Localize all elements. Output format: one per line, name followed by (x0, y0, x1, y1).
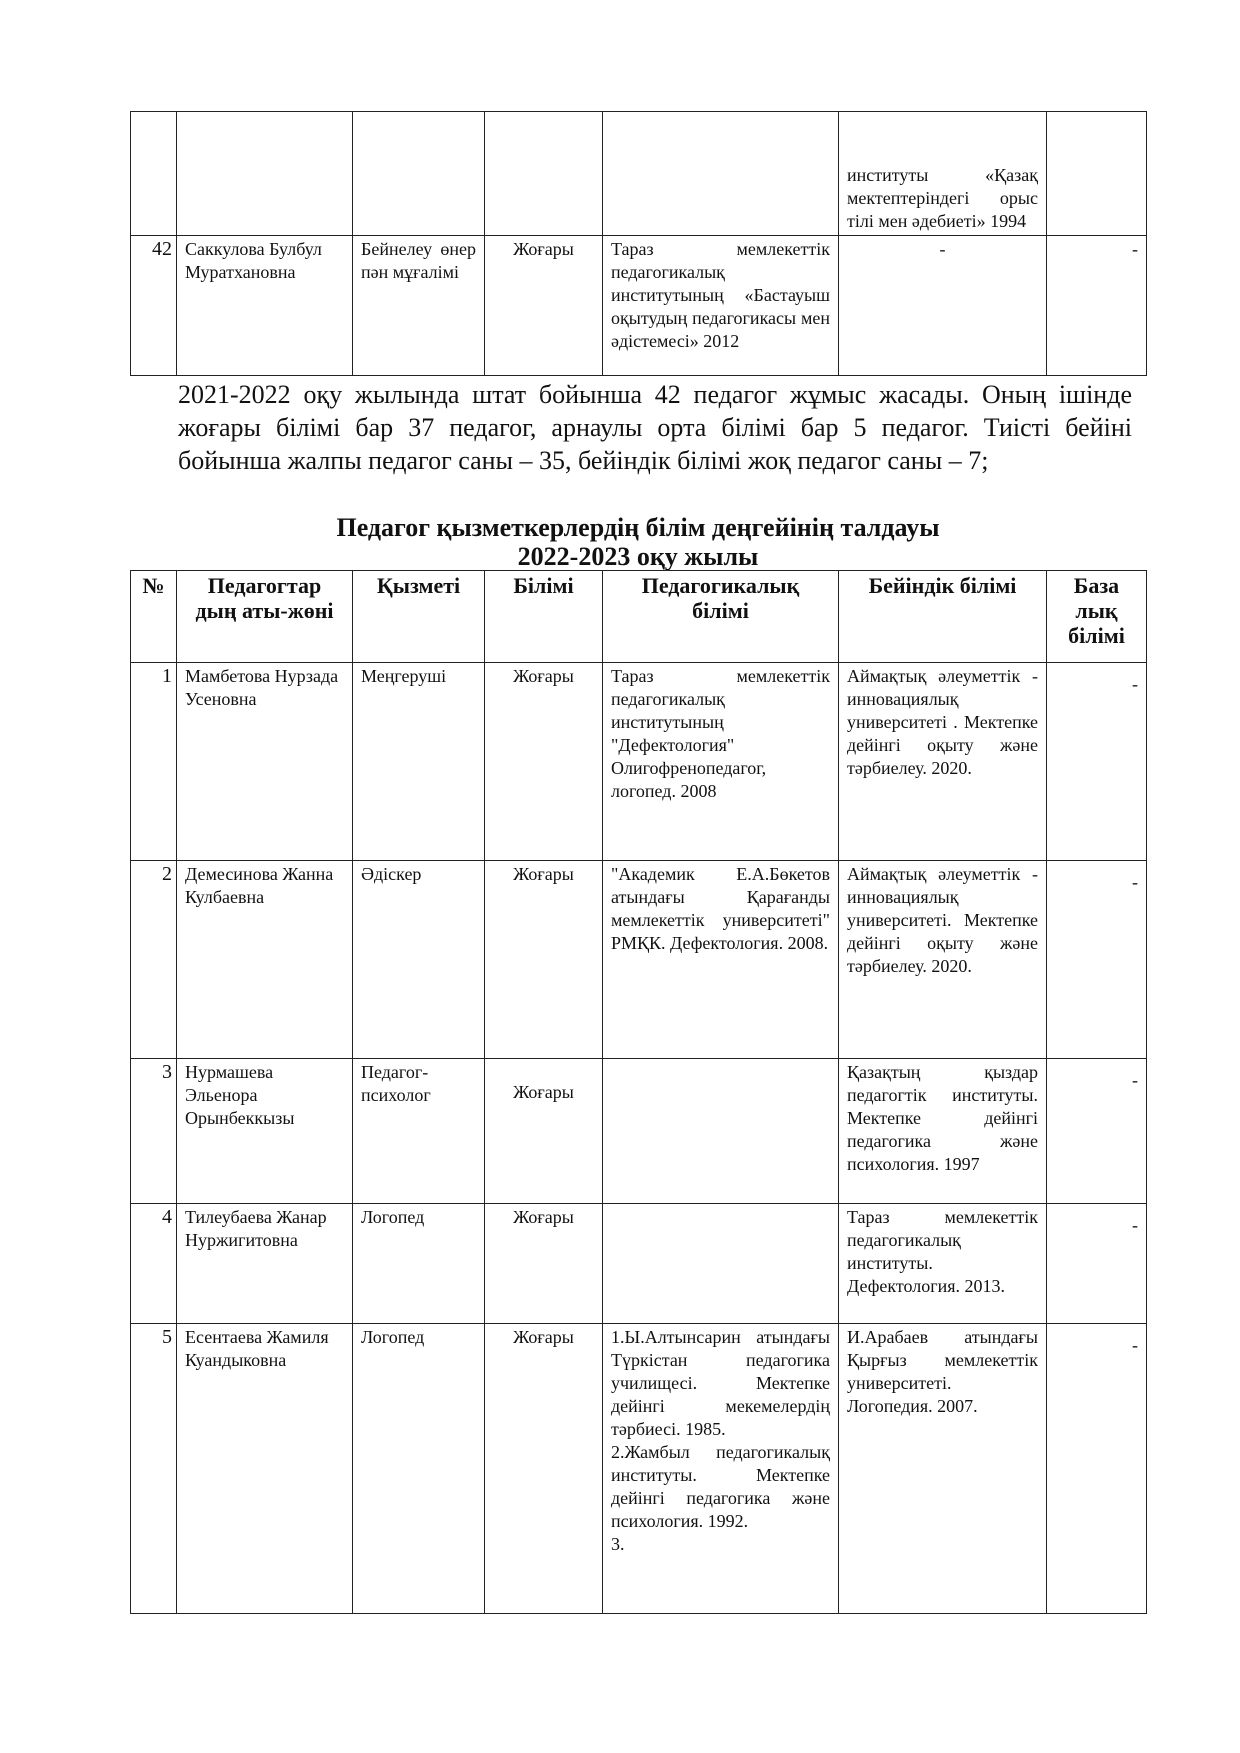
cell-profile: Аймақтық әлеуметтік - инновациялық университеті. Мектепке дейінгі оқыту және тәрбиелеу. 2020. (839, 861, 1047, 1059)
cell-profile: - (839, 236, 1047, 376)
cell-base: - (1047, 1059, 1147, 1204)
cell-education: Жоғары (485, 663, 603, 861)
cell-profile: институты «Қазақ мектептеріндегі орыс тілі мен әдебиеті» 1994 (839, 112, 1047, 236)
cell-base: - (1047, 663, 1147, 861)
cell-base: - (1047, 1324, 1147, 1614)
cell-name: Саккулова Булбул Муратхановна (177, 236, 353, 376)
cell-base: - (1047, 1204, 1147, 1324)
cell-position: Педагог-психолог (353, 1059, 485, 1204)
previous-staff-table (130, 111, 1147, 376)
cell-pedagogical (603, 1204, 839, 1324)
cell-no: 3 (131, 1059, 177, 1204)
cell-base: - (1047, 236, 1147, 376)
table-row (131, 1059, 1147, 1204)
cell-no: 2 (131, 861, 177, 1059)
cell-name (177, 112, 353, 236)
table-row (131, 1324, 1147, 1614)
cell-name: Есентаева Жамиля Куандыковна (177, 1324, 353, 1614)
header-education: Білімі (485, 571, 603, 663)
cell-education: Жоғары (485, 861, 603, 1059)
section-title: Педагог қызметкерлердің білім деңгейінің талдауы (336, 513, 940, 542)
cell-name: Тилеубаева Жанар Нуржигитовна (177, 1204, 353, 1324)
header-profile: Бейіндік білімі (839, 571, 1047, 663)
cell-education (485, 112, 603, 236)
cell-name: Демесинова Жанна Кулбаевна (177, 861, 353, 1059)
staff-summary-paragraph: 2021-2022 оқу жылында штат бойынша 42 педагог жұмыс жасады. Оның ішінде жоғары білімі бар 37 педагог, арнаулы орта білімі бар 5 педагог. Тиісті бейіні бойынша жалпы педагог саны – 35, бейіндік білімі жоқ педагог саны – 7; (178, 380, 1132, 475)
cell-profile: Қазақтың қыздар педагогтік институты. Мектепке дейінгі педагогика және психология. 1997 (839, 1059, 1047, 1204)
cell-education: Жоғары (485, 1059, 603, 1204)
table-row (131, 861, 1147, 1059)
cell-position: Логопед (353, 1324, 485, 1614)
table-row (131, 236, 1147, 376)
section-subtitle: 2022-2023 оқу жылы (517, 542, 759, 571)
cell-no: 4 (131, 1204, 177, 1324)
cell-pedagogical (603, 1059, 839, 1204)
cell-education: Жоғары (485, 1324, 603, 1614)
table-header-row (131, 571, 1147, 663)
cell-pedagogical (603, 112, 839, 236)
cell-base (1047, 112, 1147, 236)
cell-name: Мамбетова Нурзада Усеновна (177, 663, 353, 861)
cell-no: 5 (131, 1324, 177, 1614)
cell-profile: И.Арабаев атындағы Қырғыз мемлекеттік университеті. Логопедия. 2007. (839, 1324, 1047, 1614)
header-position: Қызметі (353, 571, 485, 663)
cell-profile: Аймақтық әлеуметтік - инновациялық университеті . Мектепке дейінгі оқыту және тәрбиелеу. 2020. (839, 663, 1047, 861)
cell-no: 42 (131, 236, 177, 376)
table-row (131, 663, 1147, 861)
cell-no: 1 (131, 663, 177, 861)
cell-position: Бейнелеу өнер пән мұғалімі (353, 236, 485, 376)
cell-no (131, 112, 177, 236)
header-name: Педагогтар дың аты-жөні (177, 571, 353, 663)
cell-base: - (1047, 861, 1147, 1059)
header-pedagogical: Педагогикалық білімі (603, 571, 839, 663)
header-base: База лық білімі (1047, 571, 1147, 663)
table-row (131, 112, 1147, 236)
cell-pedagogical: Тараз мемлекеттік педагогикалық институтының "Дефектология" Олигофренопедагог, логопед. 2008 (603, 663, 839, 861)
header-no: № (131, 571, 177, 663)
cell-name: Нурмашева Эльенора Орынбеккызы (177, 1059, 353, 1204)
education-level-table (130, 570, 1147, 1614)
cell-education: Жоғары (485, 1204, 603, 1324)
cell-profile: Тараз мемлекеттік педагогикалық институты. Дефектология. 2013. (839, 1204, 1047, 1324)
cell-position: Логопед (353, 1204, 485, 1324)
cell-pedagogical: Тараз мемлекеттік педагогикалық институтының «Бастауыш оқытудың педагогикасы мен әдістемесі» 2012 (603, 236, 839, 376)
cell-position: Әдіскер (353, 861, 485, 1059)
cell-position: Меңгеруші (353, 663, 485, 861)
cell-position (353, 112, 485, 236)
table-row (131, 1204, 1147, 1324)
cell-pedagogical: 1.Ы.Алтынсарин атындағы Түркістан педагогика училищесі. Мектепке дейінгі мекемелердің тәрбиесі. 1985. 2.Жамбыл педагогикалық институты. Мектепке дейінгі педагогика және психология. 1992. 3. (603, 1324, 839, 1614)
cell-pedagogical: "Академик Е.А.Бөкетов атындағы Қарағанды мемлекеттік университеті" РМҚК. Дефектология. 2008. (603, 861, 839, 1059)
cell-education: Жоғары (485, 236, 603, 376)
